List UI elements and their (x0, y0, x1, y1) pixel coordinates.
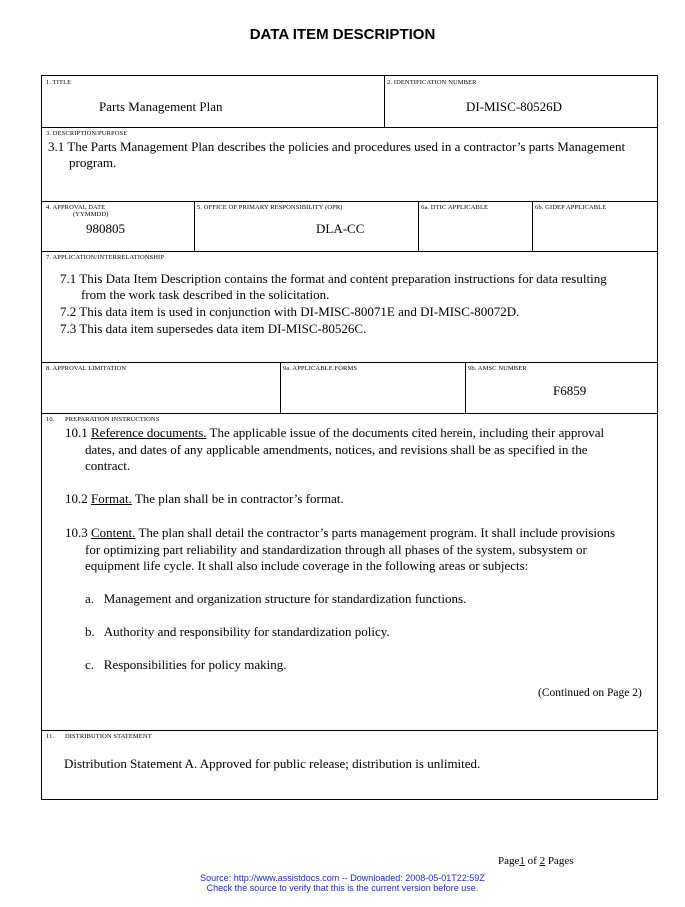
list-item-text: Authority and responsibility for standardization policy. (103, 624, 390, 639)
approval-date-value: 980805 (86, 221, 125, 236)
application-line: 7.1 This Data Item Description contains the format and content preparation instructions for data resulting (60, 271, 607, 286)
distribution-number: 11. (46, 733, 55, 740)
distribution-label: DISTRIBUTION STATEMENT (65, 733, 152, 740)
col-divider (532, 201, 533, 251)
section-text: equipment life cycle. It shall also include coverage in the following areas or subjects: (85, 558, 529, 573)
preparation-number: 10. (46, 416, 55, 423)
continued-note: (Continued on Page 2) (538, 687, 642, 699)
row-divider (42, 730, 657, 731)
row-divider (42, 251, 657, 252)
page-of: of (527, 855, 537, 867)
source-notice (0, 873, 685, 893)
page-number: 1 (519, 855, 525, 867)
section-text: The applicable issue of the documents cited herein, including their approval (209, 425, 605, 440)
list-item (85, 591, 466, 608)
row-divider (42, 201, 657, 202)
application-label: 7. APPLICATION/INTERRELATIONSHIP (46, 254, 165, 261)
col-divider (465, 362, 466, 413)
applicable-forms-label: 9a. APPLICABLE FORMS (283, 365, 358, 372)
description-label: 3. DESCRIPTION/PURPOSE (46, 130, 128, 137)
section-number: 10.2 (65, 491, 88, 506)
amsc-number-value: F6859 (553, 383, 587, 398)
section-heading: Format. (91, 491, 132, 506)
approval-date-sublabel: (YYMMDD) (73, 211, 109, 218)
source-line: Source: http://www.assistdocs.com -- Downloaded: 2008-05-01T22:59Z (200, 873, 485, 883)
section-number: 10.3 (65, 525, 88, 540)
opr-label: 5. OFFICE OF PRIMARY RESPONSIBILITY (OPR) (197, 204, 343, 211)
approval-date-label: 4. APPROVAL DATE (46, 204, 106, 211)
list-item (85, 624, 390, 641)
page-total: 2 (539, 855, 546, 867)
distribution-statement: Distribution Statement A. Approved for public release; distribution is unlimited. (64, 756, 481, 771)
opr-value: DLA-CC (316, 221, 365, 236)
section-text: dates, and dates of any applicable amendments, notices, and revisions shall be as specified in the (85, 442, 588, 457)
list-item-text: Responsibilities for policy making. (103, 657, 287, 672)
identification-number-label: 2. IDENTIFICATION NUMBER (387, 79, 477, 86)
section-text: The plan shall detail the contractor’s parts management program. It shall include provisions (138, 525, 616, 540)
list-item-letter: a. (85, 591, 95, 606)
section-10-1 (65, 425, 604, 442)
list-item (85, 657, 287, 674)
dtic-applicable-label: 6a. DTIC APPLICABLE (421, 204, 489, 211)
dd-form (41, 75, 658, 800)
description-line: 3.1 The Parts Management Plan describes the policies and procedures used in a contractor’s parts Management (48, 139, 626, 154)
section-10-2 (65, 491, 344, 508)
row-divider (42, 127, 657, 128)
section-text: The plan shall be in contractor’s format. (134, 491, 344, 506)
row-divider (42, 413, 657, 414)
page-suffix: Pages (547, 855, 574, 867)
identification-number-value: DI-MISC-80526D (466, 99, 563, 114)
application-line: 7.3 This data item supersedes data item DI-MISC-80526C. (60, 321, 367, 336)
approval-limitation-label: 8. APPROVAL LIMITATION (46, 365, 127, 372)
source-line: Check the source to verify that this is the current version before use. (206, 883, 479, 893)
preparation-label: PREPARATION INSTRUCTIONS (65, 416, 160, 423)
col-divider (384, 76, 385, 127)
col-divider (418, 201, 419, 251)
amsc-number-label: 9b. AMSC NUMBER (468, 365, 527, 372)
application-line: from the work task described in the solicitation. (81, 287, 330, 302)
title-value: Parts Management Plan (99, 99, 223, 114)
row-divider (42, 362, 657, 363)
list-item-letter: c. (85, 657, 95, 672)
title-label: 1. TITLE (46, 79, 72, 86)
col-divider (194, 201, 195, 251)
section-heading: Content. (91, 525, 136, 540)
list-item-text: Management and organization structure for standardization functions. (103, 591, 467, 606)
col-divider (280, 362, 281, 413)
gidep-applicable-label: 6b. GIDEP APPLICABLE (535, 204, 607, 211)
section-text: for optimizing part reliability and standardization through all phases of the system, subsystem or (85, 542, 587, 557)
description-line: program. (69, 155, 117, 170)
list-item-letter: b. (85, 624, 95, 639)
document-title: DATA ITEM DESCRIPTION (249, 26, 436, 43)
page-indicator (498, 855, 573, 867)
page-prefix: Page (498, 855, 520, 867)
section-number: 10.1 (65, 425, 88, 440)
section-heading: Reference documents. (91, 425, 207, 440)
section-text: contract. (85, 458, 131, 473)
section-10-3 (65, 525, 615, 542)
application-line: 7.2 This data item is used in conjunction with DI-MISC-80071E and DI-MISC-80072D. (60, 304, 520, 319)
